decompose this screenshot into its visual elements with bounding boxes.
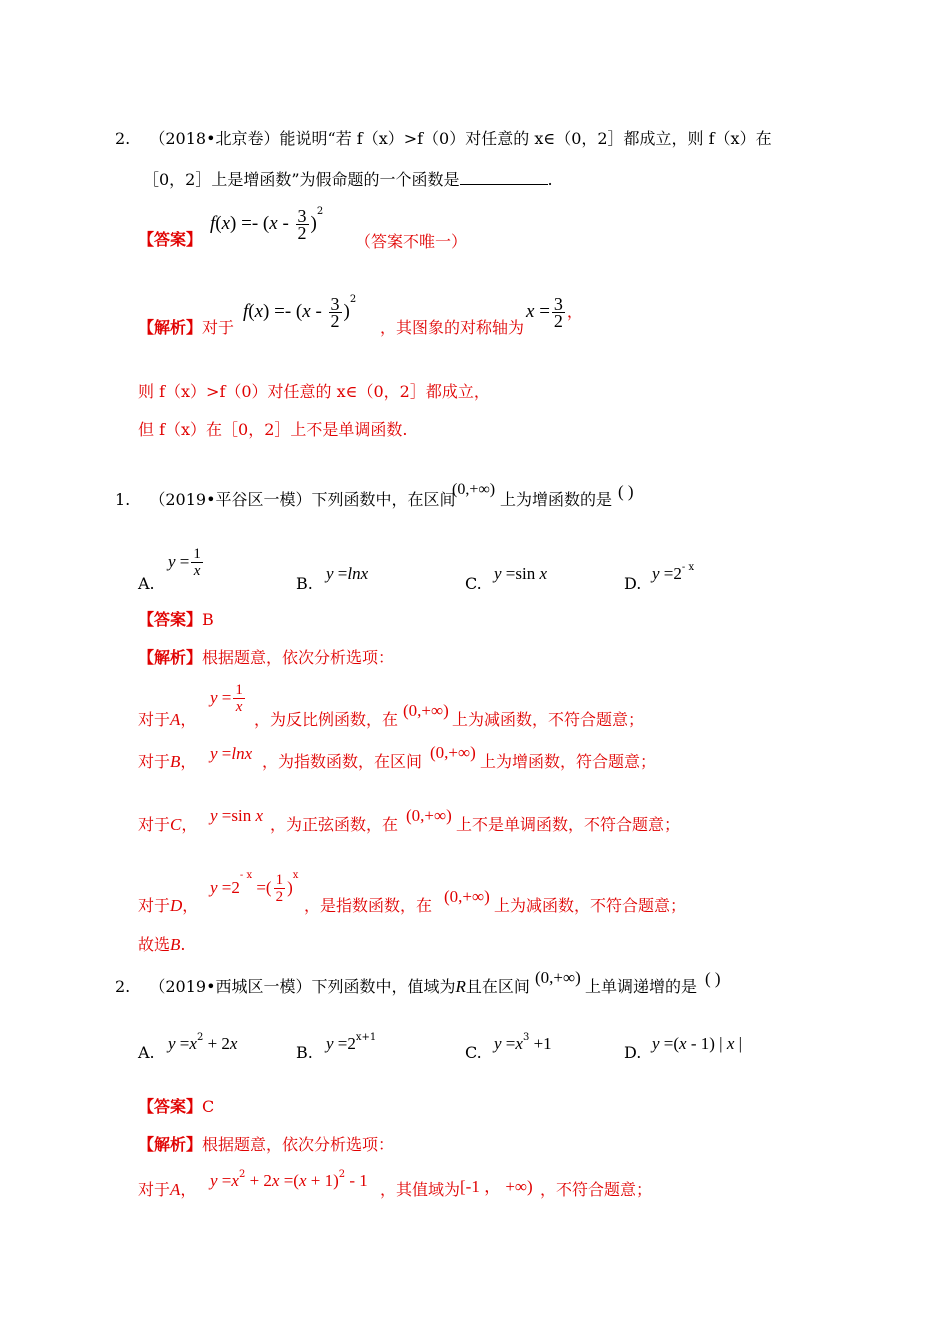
option-d-formula: y =(x - 1) | x | bbox=[652, 1034, 743, 1053]
answer-2019-xicheng bbox=[138, 1097, 214, 1117]
answer-2018 bbox=[138, 230, 202, 250]
answer-value: C bbox=[202, 1097, 215, 1116]
answer-2019-pinggu bbox=[138, 610, 214, 630]
analysis-row-d-post: 上为减函数，不符合题意； bbox=[494, 896, 687, 915]
analysis-tag: 【解析】 bbox=[138, 1135, 203, 1154]
option-b: B. bbox=[296, 574, 313, 593]
analysis-text: 根据题意，依次分析选项： bbox=[202, 648, 395, 667]
analysis-row-c-formula: y =sin x bbox=[210, 806, 264, 825]
analysis-row-b: 对于B， bbox=[138, 752, 197, 771]
analysis-row-a-mid: ，其值域为 bbox=[380, 1180, 461, 1199]
option-b: B. bbox=[296, 1043, 313, 1062]
analysis-row-a-formula: y = $\frac{1}{x}$ bbox=[210, 682, 243, 715]
conclusion: 故选B. bbox=[138, 935, 186, 954]
question-number: 1. bbox=[115, 490, 131, 509]
answer-note: （答案不唯一） bbox=[355, 232, 468, 251]
analysis-row-a: 对于A， bbox=[138, 710, 197, 729]
question-number: 2. bbox=[115, 129, 131, 148]
analysis-row-a: 对于A， bbox=[138, 1180, 197, 1199]
interval: (0,+∞) bbox=[535, 968, 581, 987]
analysis-line-a: 则 f（x）>f（0）对任意的 x∈（0，2］都成立， bbox=[138, 382, 490, 401]
question-stem: （2019•西城区一模）下列函数中，值域为 bbox=[149, 977, 456, 996]
option-d: D. bbox=[624, 574, 642, 593]
option-b-formula: y =lnx bbox=[326, 564, 369, 583]
option-c-formula: y =sin x bbox=[494, 564, 548, 583]
option-a: A. bbox=[138, 1043, 155, 1062]
answer-tag: 【答案】 bbox=[138, 610, 203, 629]
answer-paren: ( ) bbox=[618, 482, 634, 501]
analysis-2019-xicheng bbox=[138, 1135, 394, 1155]
analysis-row-b-mid: ，为指数函数，在区间 bbox=[262, 752, 423, 771]
option-d-formula: $y =2^{- x}$ bbox=[652, 562, 695, 583]
question-stem-line2 bbox=[143, 170, 553, 190]
analysis-row-a-post: 上为减函数，不符合题意； bbox=[452, 710, 645, 729]
interval: (0,+∞) bbox=[406, 806, 452, 825]
interval: (0,+∞) bbox=[452, 481, 496, 498]
stem-mid: 且在区间 bbox=[465, 977, 530, 996]
question-2019-pinggu bbox=[115, 490, 456, 510]
analysis-2019-pinggu bbox=[138, 648, 394, 668]
analysis-line-b: 但 f（x）在［0，2］上不是单调函数. bbox=[138, 420, 408, 439]
option-a: A. bbox=[138, 574, 155, 593]
stem-end: . bbox=[547, 170, 553, 189]
analysis-row-a-post: ，不符合题意； bbox=[540, 1180, 653, 1199]
analysis-pre: 对于 bbox=[202, 318, 235, 337]
question-stem-post: 上单调递增的是 bbox=[585, 977, 698, 996]
symmetry-axis-formula: x = $\frac{3}{2}$ ， bbox=[526, 294, 583, 331]
analysis-row-c: 对于C， bbox=[138, 815, 198, 834]
analysis-text: 根据题意，依次分析选项： bbox=[202, 1135, 395, 1154]
question-stem: （2019•平谷区一模）下列函数中，在区间 bbox=[149, 490, 456, 509]
question-stem-post: 上为增函数的是 bbox=[500, 490, 613, 509]
answer-paren: ( ) bbox=[705, 969, 721, 988]
analysis-row-b-formula: y =lnx bbox=[210, 744, 253, 763]
answer-formula: f(x) =- (x - $\frac{3}{2}$ )$^2$ bbox=[210, 206, 324, 243]
analysis-row-d: 对于D， bbox=[138, 896, 199, 915]
analysis-row-a-mid: ，为反比例函数，在 bbox=[254, 710, 399, 729]
analysis-row-c-post: 上不是单调函数，不符合题意； bbox=[456, 815, 681, 834]
analysis-mid: ，其图象的对称轴为 bbox=[380, 318, 525, 337]
question-stem-line1: （2018•北京卷）能说明“若 f（x）>f（0）对任意的 x∈（0，2］都成立，则 f（x）在 bbox=[149, 129, 772, 148]
answer-tag: 【答案】 bbox=[138, 230, 203, 249]
option-c-formula: $y =x^3 +1$ bbox=[494, 1032, 552, 1053]
question-2019-xicheng bbox=[115, 977, 530, 997]
question-2018 bbox=[115, 129, 772, 149]
option-c: C. bbox=[465, 1043, 482, 1062]
analysis-formula: f(x) =- (x - $\frac{3}{2}$ )$^2$ bbox=[243, 294, 357, 331]
answer-blank bbox=[460, 170, 548, 185]
analysis-tag: 【解析】 bbox=[138, 318, 203, 337]
option-d: D. bbox=[624, 1043, 642, 1062]
question-number: 2. bbox=[115, 977, 131, 996]
option-a-formula: $y =x^2 + 2x$ bbox=[168, 1032, 238, 1053]
interval: (0,+∞) bbox=[430, 743, 476, 762]
value-range: [-1 ， +∞) bbox=[460, 1177, 533, 1196]
answer-tag: 【答案】 bbox=[138, 1097, 203, 1116]
analysis-tag: 【解析】 bbox=[138, 648, 203, 667]
answer-value: B bbox=[202, 610, 214, 629]
option-c: C. bbox=[465, 574, 482, 593]
analysis-row-b-post: 上为增函数，符合题意； bbox=[480, 752, 657, 771]
var-r: R bbox=[455, 977, 466, 996]
analysis-row-d-mid: ，是指数函数，在 bbox=[304, 896, 433, 915]
option-a-formula: y = $\frac{1}{x}$ bbox=[168, 546, 201, 579]
analysis-row-a-formula: $y =x^2 + 2x =(x + 1)^2 - 1$ bbox=[210, 1169, 368, 1190]
option-b-formula: $y =2^{x+1}$ bbox=[326, 1032, 377, 1053]
analysis-row-d-formula: $y =2^{- x}$ =( $\frac{1}{2}$ )$^x$ bbox=[210, 870, 299, 905]
analysis-2018 bbox=[138, 318, 234, 338]
stem-text: ［0，2］上是增函数”为假命题的一个函数是 bbox=[143, 170, 460, 189]
interval: (0,+∞) bbox=[444, 887, 490, 906]
analysis-row-c-mid: ，为正弦函数，在 bbox=[270, 815, 399, 834]
interval: (0,+∞) bbox=[403, 701, 449, 720]
